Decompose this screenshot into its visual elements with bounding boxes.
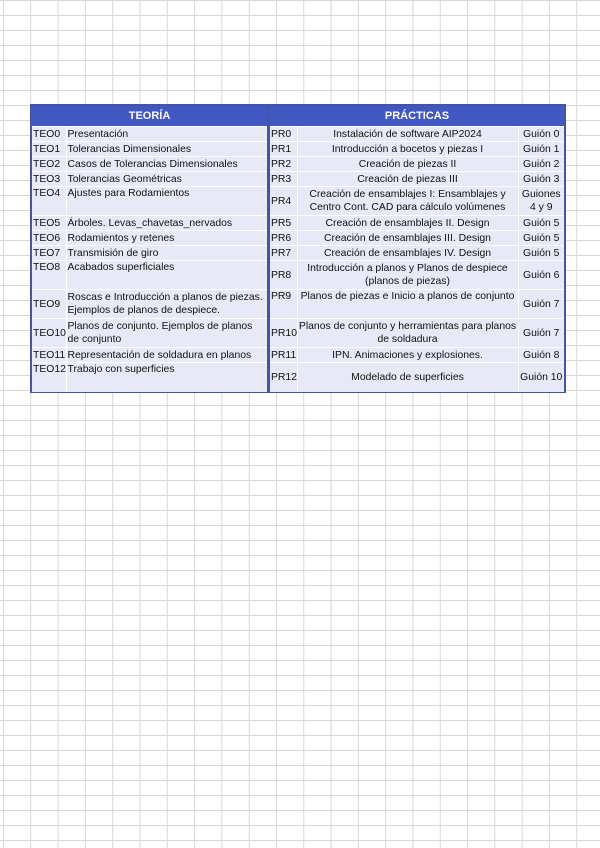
- practica-title[interactable]: Planos de piezas e Inicio a planos de conjunto: [297, 290, 518, 319]
- practica-code[interactable]: PR11: [271, 349, 297, 361]
- practica-guion[interactable]: Guión 2: [518, 157, 564, 172]
- table-row: [270, 187, 564, 216]
- practica-guion[interactable]: Guión 1: [518, 142, 564, 157]
- practica-title[interactable]: Creación de ensamblajes I: Ensamblajes y Centro Cont. CAD para cálculo volúmenes: [297, 187, 518, 216]
- teoria-title[interactable]: Planos de conjunto. Ejemplos de planos de conjunto: [66, 319, 267, 348]
- teoria-code[interactable]: TEO11: [33, 349, 66, 361]
- practica-title[interactable]: Creación de ensamblajes III. Design: [297, 231, 518, 246]
- teoria-title[interactable]: Transmisión de giro: [66, 246, 267, 261]
- practica-guion[interactable]: Guión 6: [518, 261, 564, 290]
- practica-code[interactable]: PR3: [270, 172, 297, 187]
- table-row: [32, 261, 267, 290]
- practica-title[interactable]: Planos de conjunto y herramientas para planos de soldadura: [297, 319, 518, 348]
- practicas-table-block: [268, 104, 566, 393]
- teoria-title[interactable]: Tolerancias Geométricas: [66, 172, 267, 187]
- table-row: [32, 290, 267, 319]
- teoria-code[interactable]: TEO0: [32, 127, 66, 142]
- teoria-title[interactable]: Roscas e Introducción a planos de piezas. Ejemplos de planos de despiece.: [66, 290, 267, 319]
- table-row: [32, 348, 267, 363]
- practica-title[interactable]: Creación de piezas II: [297, 157, 518, 172]
- teoria-title[interactable]: Tolerancias Dimensionales: [66, 142, 267, 157]
- practica-guion[interactable]: Guión 10: [518, 363, 564, 392]
- practica-guion[interactable]: Guión 5: [518, 231, 564, 246]
- table-row: [270, 290, 564, 319]
- practica-guion[interactable]: Guión 5: [518, 246, 564, 261]
- practica-title[interactable]: Introducción a bocetos y piezas I: [297, 142, 518, 157]
- practica-code[interactable]: PR9: [270, 290, 297, 319]
- teoria-title[interactable]: Casos de Tolerancias Dimensionales: [66, 157, 267, 172]
- table-row: [270, 231, 564, 246]
- table-row: [32, 363, 267, 392]
- practica-code[interactable]: PR0: [270, 127, 297, 142]
- practica-code[interactable]: PR4: [270, 187, 297, 216]
- teoria-code[interactable]: TEO5: [32, 216, 66, 231]
- teoria-title[interactable]: Representación de soldadura en planos: [66, 348, 267, 363]
- teoria-title[interactable]: Rodamientos y retenes: [66, 231, 267, 246]
- teoria-title[interactable]: Presentación: [66, 127, 267, 142]
- teoria-code[interactable]: TEO2: [32, 157, 66, 172]
- practica-code[interactable]: PR2: [270, 157, 297, 172]
- table-row: [32, 157, 267, 172]
- teoria-code[interactable]: TEO7: [32, 246, 66, 261]
- table-row: [32, 216, 267, 231]
- practicas-table: [270, 106, 564, 392]
- practica-guion[interactable]: Guión 0: [518, 127, 564, 142]
- practica-code[interactable]: PR1: [270, 142, 297, 157]
- practica-code[interactable]: PR7: [270, 246, 297, 261]
- practica-guion[interactable]: Guión 5: [518, 216, 564, 231]
- table-row: [270, 348, 564, 363]
- practica-code[interactable]: PR12: [270, 363, 297, 392]
- practica-guion[interactable]: Guión 8: [518, 348, 564, 363]
- schedule-sheet: [30, 104, 566, 393]
- practica-title[interactable]: Creación de piezas III: [297, 172, 518, 187]
- practica-code[interactable]: PR5: [270, 216, 297, 231]
- teoria-code[interactable]: TEO9: [32, 290, 66, 319]
- teoria-title[interactable]: Árboles. Levas_chavetas_nervados: [66, 216, 267, 231]
- table-row: [270, 142, 564, 157]
- table-row: [270, 319, 564, 348]
- teoria-title[interactable]: Ajustes para Rodamientos: [66, 187, 267, 216]
- table-row: [270, 216, 564, 231]
- practica-code[interactable]: PR8: [270, 261, 297, 290]
- practica-title[interactable]: Instalación de software AIP2024: [297, 127, 518, 142]
- table-row: [270, 261, 564, 290]
- teoria-code[interactable]: TEO6: [32, 231, 66, 246]
- teoria-code[interactable]: TEO8: [32, 261, 66, 290]
- practica-title[interactable]: Introducción a planos y Planos de despiece (planos de piezas): [297, 261, 518, 290]
- practica-title[interactable]: IPN. Animaciones y explosiones.: [297, 348, 518, 363]
- practica-title[interactable]: Modelado de superficies: [297, 363, 518, 392]
- teoria-table-block: [30, 104, 269, 393]
- table-row: [32, 187, 267, 216]
- table-row: [270, 127, 564, 142]
- practica-code[interactable]: PR10: [270, 319, 297, 348]
- table-row: [270, 172, 564, 187]
- teoria-title[interactable]: Trabajo con superficies: [66, 363, 267, 392]
- teoria-code[interactable]: TEO10: [32, 319, 66, 348]
- teoria-code[interactable]: TEO12: [32, 363, 66, 392]
- practica-title[interactable]: Creación de ensamblajes IV. Design: [297, 246, 518, 261]
- teoria-code[interactable]: TEO1: [32, 142, 66, 157]
- table-row: [32, 319, 267, 348]
- teoria-header: TEORÍA: [32, 106, 267, 127]
- teoria-code[interactable]: TEO3: [32, 172, 66, 187]
- practica-guion[interactable]: Guión 7: [518, 319, 564, 348]
- teoria-table: [32, 106, 267, 392]
- table-row: [32, 127, 267, 142]
- teoria-code[interactable]: TEO4: [32, 187, 66, 216]
- practica-code[interactable]: PR6: [270, 231, 297, 246]
- practicas-header: PRÁCTICAS: [270, 106, 564, 127]
- table-row: [270, 246, 564, 261]
- table-row: [32, 246, 267, 261]
- teoria-title[interactable]: Acabados superficiales: [66, 261, 267, 290]
- table-row: [32, 142, 267, 157]
- table-row: [32, 172, 267, 187]
- practica-guion[interactable]: Guión 7: [518, 290, 564, 319]
- practica-guion[interactable]: Guiones 4 y 9: [518, 187, 564, 216]
- table-row: [32, 231, 267, 246]
- table-row: [270, 363, 564, 392]
- practica-title[interactable]: Creación de ensamblajes II. Design: [297, 216, 518, 231]
- practica-guion[interactable]: Guión 3: [518, 172, 564, 187]
- table-row: [270, 157, 564, 172]
